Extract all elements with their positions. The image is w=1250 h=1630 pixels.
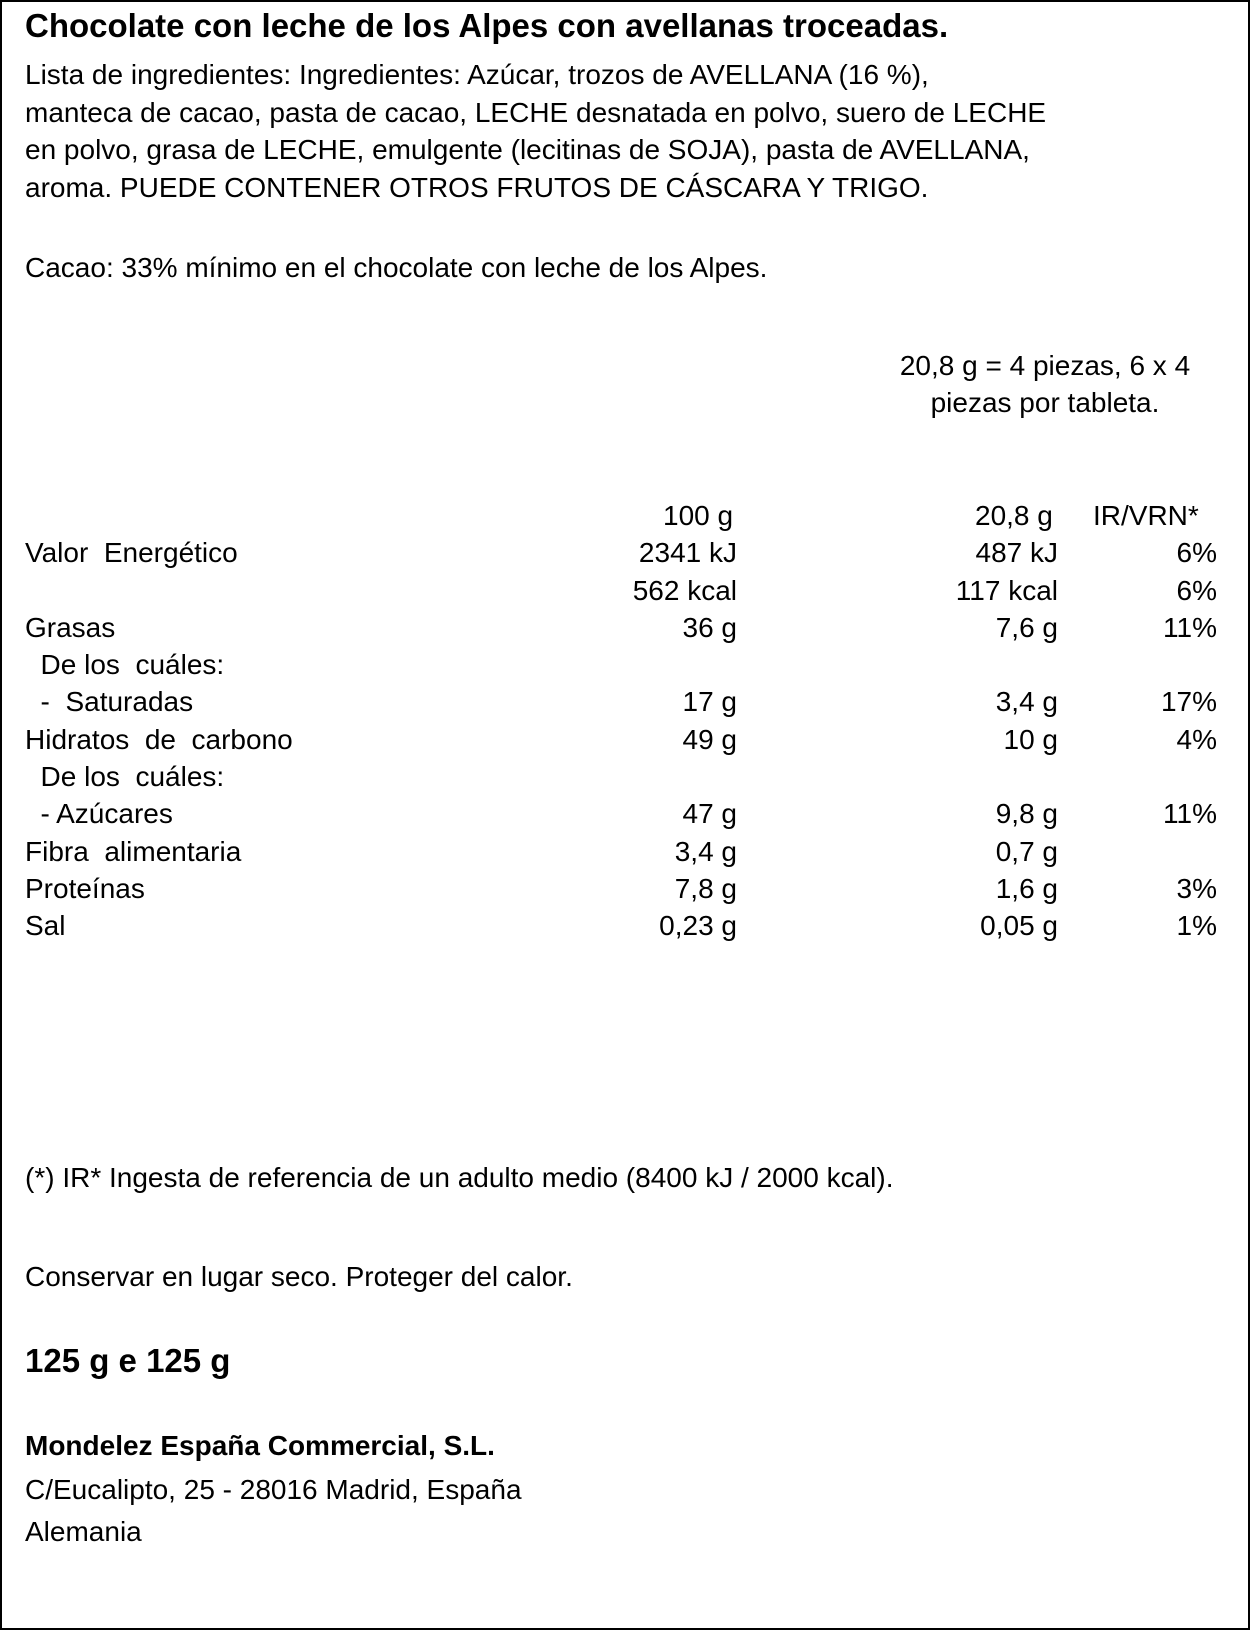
ingredients-line: aroma. PUEDE CONTENER OTROS FRUTOS DE CÁSCARA Y TRIGO.	[25, 171, 929, 203]
value-per-100g: 36 g	[682, 611, 737, 643]
nutrition-row	[0, 907, 1250, 944]
value-per-portion: 3,4 g	[995, 686, 1058, 718]
net-weight: 125 g e 125 g	[25, 1342, 231, 1379]
header-ir-vrn: IR/VRN*	[1093, 500, 1199, 531]
ingredients-line: manteca de cacao, pasta de cacao, LECHE desnatada en polvo, suero de LECHE	[25, 96, 1047, 128]
ingredients-line: en polvo, grasa de LECHE, emulgente (lecitinas de SOJA), pasta de AVELLANA,	[25, 134, 1030, 165]
value-per-100g: 49 g	[682, 723, 737, 755]
nutrition-row	[0, 683, 1250, 720]
nutrition-row	[0, 758, 1250, 795]
portion-line: 20,8 g = 4 piezas, 6 x 4	[899, 350, 1191, 381]
value-per-portion: 9,8 g	[995, 798, 1058, 830]
ingredients-line: Lista de ingredientes: Ingredientes: Azúcar, trozos de AVELLANA (16 %),	[25, 59, 929, 90]
portion-info	[870, 347, 1220, 421]
nutrient-label: De los cuáles:	[25, 761, 225, 793]
product-title: Chocolate con leche de los Alpes con avellanas troceadas.	[25, 7, 949, 44]
nutrition-row	[0, 646, 1250, 683]
value-per-portion: 487 kJ	[975, 537, 1058, 569]
value-per-portion: 10 g	[1003, 723, 1058, 755]
value-per-portion: 7,6 g	[995, 611, 1058, 643]
value-ir-vrn: 11%	[1163, 798, 1217, 830]
value-per-100g: 2341 kJ	[638, 537, 737, 569]
nutrient-label: - Azúcares	[25, 798, 173, 830]
value-ir-vrn: 3%	[1176, 872, 1217, 904]
nutrition-row	[0, 795, 1250, 832]
nutrient-label: Hidratos de carbono	[25, 723, 293, 755]
nutrition-row	[0, 870, 1250, 907]
portion-line: piezas por tableta.	[930, 387, 1160, 418]
nutrient-label: De los cuáles:	[25, 649, 225, 681]
value-per-100g: 7,8 g	[674, 872, 737, 904]
company-name: Mondelez España Commercial, S.L.	[25, 1430, 495, 1461]
value-per-100g: 3,4 g	[674, 835, 737, 867]
value-per-100g: 17 g	[682, 686, 737, 718]
value-per-portion: 0,05 g	[980, 910, 1058, 942]
company-address: C/Eucalipto, 25 - 28016 Madrid, España	[25, 1474, 522, 1505]
value-per-100g: 562 kcal	[632, 574, 737, 606]
value-ir-vrn: 4%	[1176, 723, 1217, 755]
value-per-portion: 117 kcal	[955, 574, 1058, 606]
value-ir-vrn: 11%	[1163, 611, 1217, 643]
nutrient-label: Sal	[25, 910, 66, 942]
nutrition-row	[0, 572, 1250, 609]
nutrient-label: - Saturadas	[25, 686, 194, 718]
nutrient-label: Valor Energético	[25, 537, 238, 569]
value-ir-vrn: 6%	[1176, 574, 1217, 606]
nutrient-label: Fibra alimentaria	[25, 835, 242, 867]
nutrition-row	[0, 721, 1250, 758]
value-per-portion: 0,7 g	[995, 835, 1058, 867]
value-per-portion: 1,6 g	[995, 872, 1058, 904]
nutrition-row	[0, 609, 1250, 646]
ingredients-list	[25, 56, 1225, 206]
nutrient-label: Proteínas	[25, 872, 145, 904]
footnote: (*) IR* Ingesta de referencia de un adulto medio (8400 kJ / 2000 kcal).	[25, 1162, 894, 1193]
nutrition-table	[0, 497, 1250, 945]
nutrition-row	[0, 534, 1250, 571]
nutrition-row	[0, 833, 1250, 870]
value-ir-vrn: 17%	[1160, 686, 1217, 718]
header-per-100g: 100 g	[663, 500, 734, 531]
storage-instructions: Conservar en lugar seco. Proteger del calor.	[25, 1261, 573, 1292]
header-per-portion: 20,8 g	[975, 500, 1053, 531]
country-of-origin: Alemania	[25, 1516, 142, 1547]
nutrition-header-row	[0, 497, 1250, 534]
value-ir-vrn: 1%	[1176, 910, 1217, 942]
nutrient-label: Grasas	[25, 611, 116, 643]
value-per-100g: 47 g	[682, 798, 737, 830]
cacao-content: Cacao: 33% mínimo en el chocolate con leche de los Alpes.	[25, 252, 768, 283]
value-ir-vrn: 6%	[1176, 537, 1217, 569]
value-per-100g: 0,23 g	[659, 910, 737, 942]
